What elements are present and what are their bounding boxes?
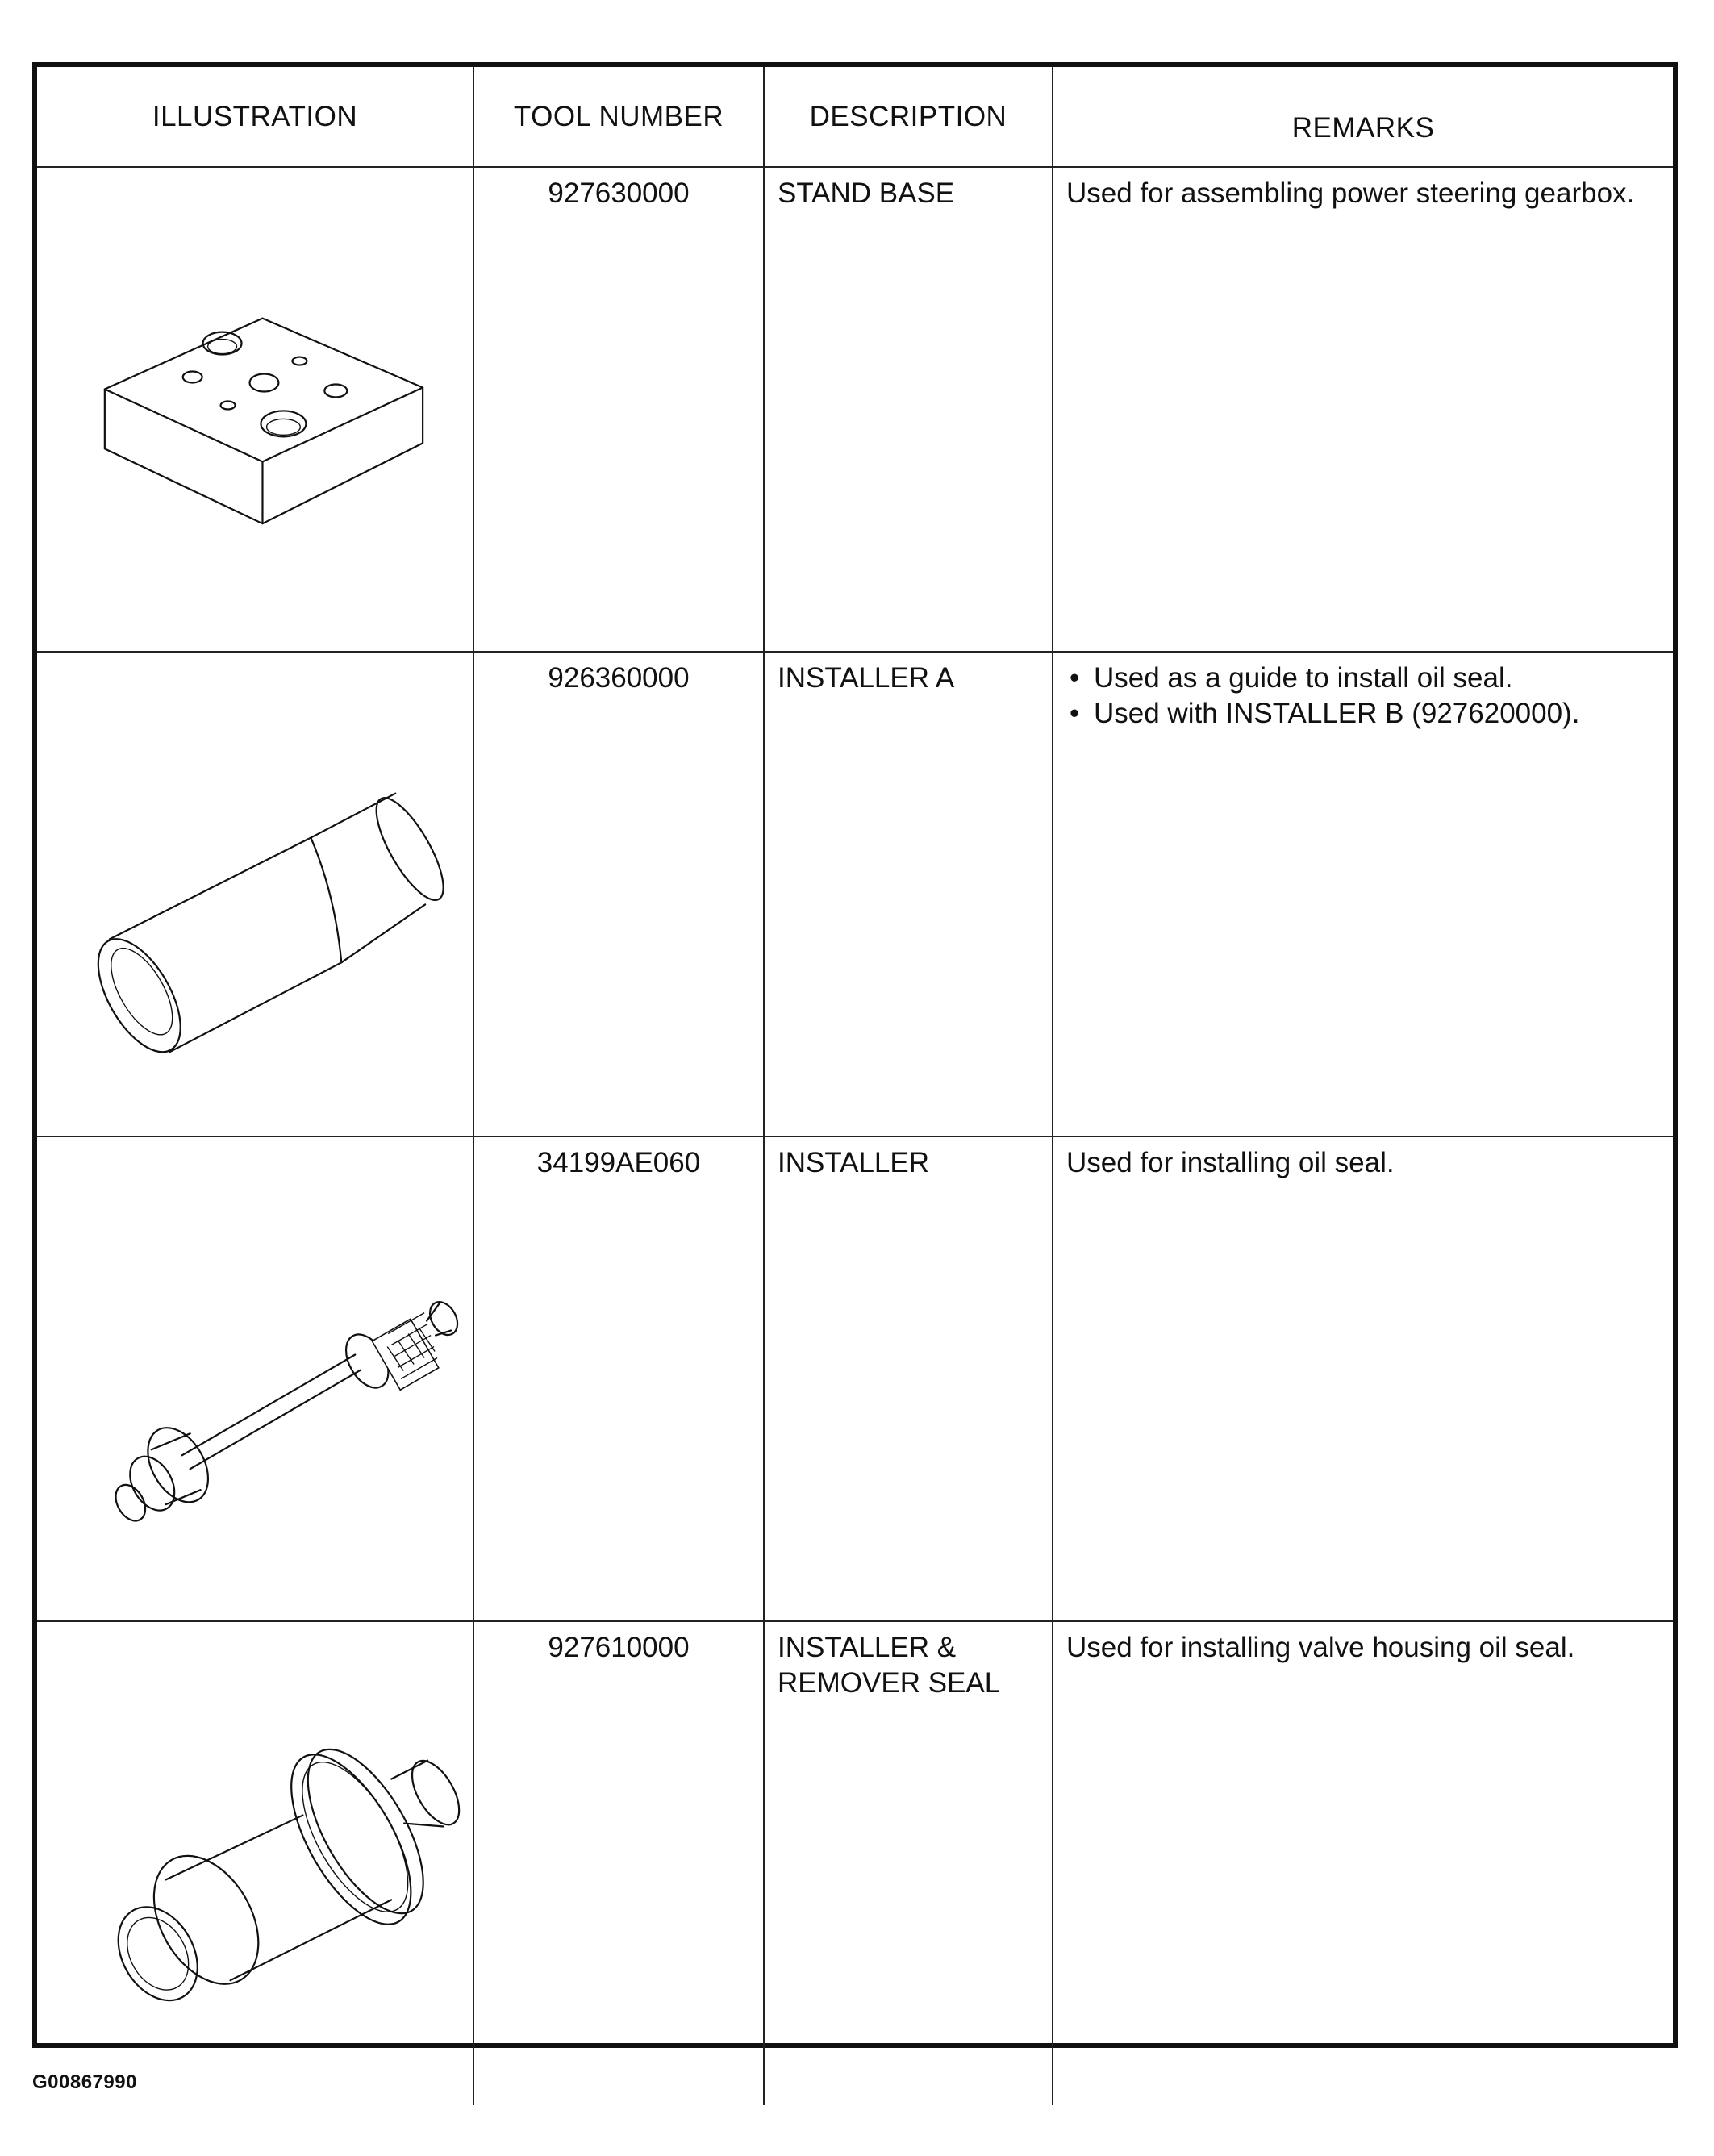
tool-number-cell: 927610000 xyxy=(473,1621,764,2105)
tool-number-cell: 926360000 xyxy=(473,652,764,1136)
table-row xyxy=(37,1621,1673,2105)
remarks-item: • Used with INSTALLER B (927620000). xyxy=(1066,696,1665,732)
tool-number-cell: 34199AE060 xyxy=(473,1136,764,1621)
illustration-cell xyxy=(37,167,473,652)
remarks-header: REMARKS xyxy=(1053,67,1673,167)
table-row xyxy=(37,167,1673,652)
installer-a-icon xyxy=(37,653,473,1136)
illustration-cell xyxy=(37,1621,473,2105)
description-cell: INSTALLER xyxy=(764,1136,1053,1621)
installer-icon xyxy=(37,1137,473,1620)
installer-remover-seal-icon xyxy=(37,1622,473,2105)
remarks-cell xyxy=(1053,652,1673,1136)
description-line: INSTALLER & xyxy=(778,1631,957,1663)
special-tools-table xyxy=(37,67,1673,2105)
table-header-row xyxy=(37,67,1673,167)
tool-number-header: TOOL NUMBER xyxy=(473,67,764,167)
illustration-cell xyxy=(37,1136,473,1621)
remarks-cell: Used for assembling power steering gearbox. xyxy=(1053,167,1673,652)
remarks-item: • Used as a guide to install oil seal. xyxy=(1066,661,1665,696)
description-line: REMOVER SEAL xyxy=(778,1666,1001,1699)
table-row xyxy=(37,652,1673,1136)
description-cell: STAND BASE xyxy=(764,167,1053,652)
description-cell: INSTALLER A xyxy=(764,652,1053,1136)
description-header: DESCRIPTION xyxy=(764,67,1053,167)
figure-id: G00867990 xyxy=(32,2071,137,2093)
special-tools-table-frame xyxy=(32,62,1678,2048)
illustration-cell xyxy=(37,652,473,1136)
stand-base-icon xyxy=(37,168,473,651)
remarks-cell: Used for installing oil seal. xyxy=(1053,1136,1673,1621)
description-cell xyxy=(764,1621,1053,2105)
illustration-header: ILLUSTRATION xyxy=(37,67,473,167)
remarks-cell: Used for installing valve housing oil seal. xyxy=(1053,1621,1673,2105)
tool-number-cell: 927630000 xyxy=(473,167,764,652)
remarks-list xyxy=(1066,661,1665,732)
table-row xyxy=(37,1136,1673,1621)
